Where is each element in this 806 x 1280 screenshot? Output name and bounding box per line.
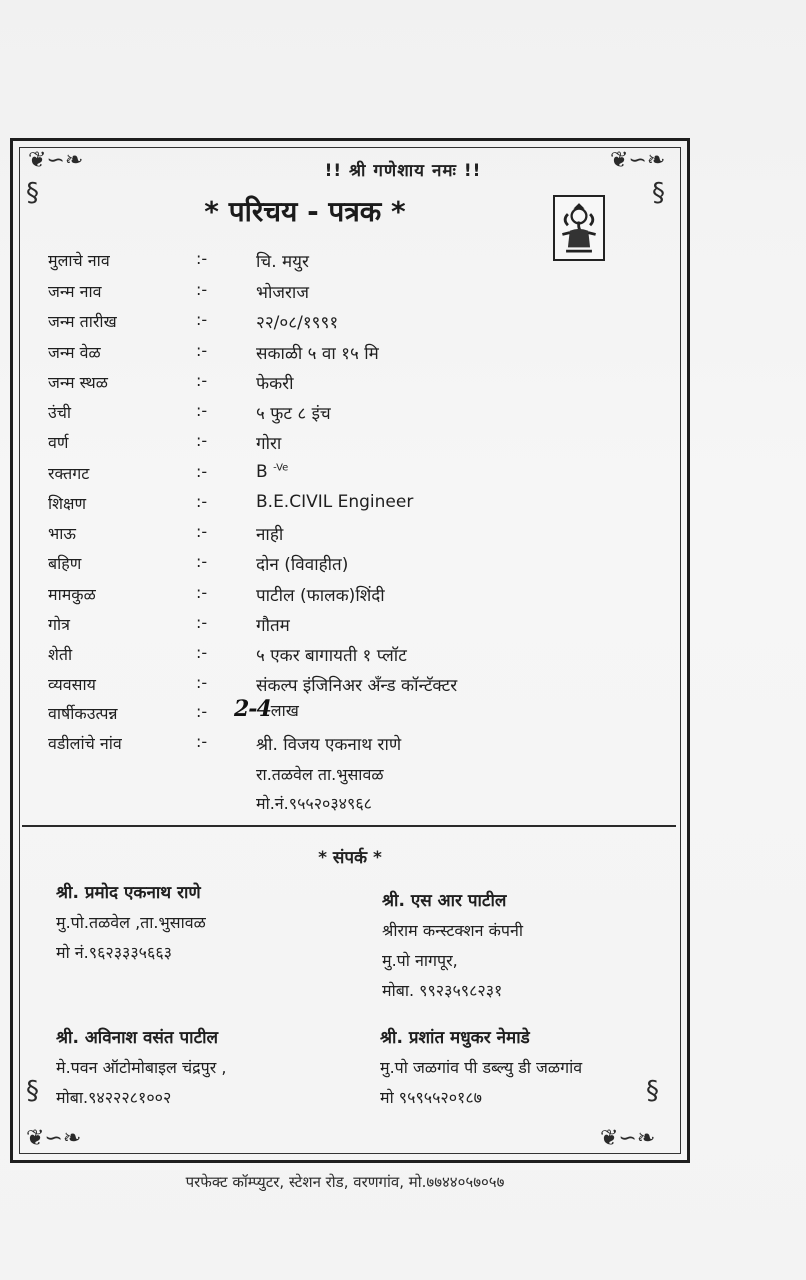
bio-separator: :-	[196, 280, 208, 299]
bio-separator: :-	[196, 522, 208, 541]
father-address: रा.तळवेल ता.भुसावळ	[256, 765, 384, 784]
bio-value: नाही	[256, 525, 284, 545]
contact-name: श्री. अविनाश वसंत पाटील	[56, 1028, 219, 1048]
contact-card	[382, 886, 523, 1006]
contact-name: श्री. प्रशांत मधुकर नेमाडे	[380, 1028, 530, 1048]
bio-separator: :-	[196, 613, 208, 632]
contact-phone: मोबा. ९९२३५९८२३१	[382, 981, 503, 1000]
bio-label: उंची	[48, 403, 72, 422]
bio-label: मामकुळ	[48, 585, 96, 604]
income-unit: लाख	[270, 701, 299, 720]
corner-flourish-icon: ❦∽❧	[610, 148, 666, 173]
bio-label: शेती	[48, 645, 73, 664]
bio-value: चि. मयुर	[256, 252, 309, 272]
bio-value: पाटील (फालक)शिंदी	[256, 586, 385, 606]
ganesha-figure	[555, 197, 603, 259]
bio-separator: :-	[196, 643, 208, 662]
bio-value	[234, 696, 299, 722]
section-divider	[22, 825, 676, 827]
bio-label: भाऊ	[48, 524, 76, 543]
bio-value: सकाळी ५ वा १५ मि	[256, 344, 379, 364]
bio-separator: :-	[196, 310, 208, 329]
bio-value: भोजराज	[256, 283, 309, 303]
father-mobile: मो.नं.९५५२०३४९६८	[256, 794, 372, 813]
printer-footer: परफेक्ट कॉम्प्युटर, स्टेशन रोड, वरणगांव, मो.७७४४०५७०५७	[185, 1173, 505, 1191]
contact-card	[380, 1023, 582, 1113]
bio-label: मुलाचे नाव	[48, 251, 110, 270]
side-scroll-icon: §	[26, 178, 39, 208]
bio-label: वर्ण	[48, 433, 69, 452]
side-scroll-icon: §	[26, 1076, 39, 1106]
bio-value: दोन (विवाहीत)	[256, 555, 349, 575]
bio-label: जन्म वेळ	[48, 343, 101, 362]
invocation-heading: !! श्री गणेशाय नमः !!	[324, 161, 482, 181]
contact-name: श्री. प्रमोद एकनाथ राणे	[56, 883, 201, 903]
bio-separator: :-	[196, 673, 208, 692]
bio-separator: :-	[196, 583, 208, 602]
bio-label: बहिण	[48, 554, 82, 573]
contact-address: मु.पो नागपूर,	[382, 951, 458, 970]
bio-separator: :-	[196, 462, 208, 481]
contact-address: मु.पो जळगांव पी डब्ल्यु डी जळगांव	[380, 1058, 583, 1077]
ganesha-icon	[553, 195, 605, 261]
bio-label: रक्तगट	[48, 464, 90, 483]
contact-company: मे.पवन ऑटोमोबाइल चंद्रपुर ,	[56, 1058, 227, 1077]
contact-phone: मो ९५९५५२०१८७	[380, 1088, 482, 1107]
bio-separator: :-	[196, 552, 208, 571]
bio-label: वार्षीकउत्पन्न	[48, 704, 118, 723]
contact-card	[56, 878, 206, 968]
corner-flourish-icon: ❦∽❧	[600, 1126, 656, 1151]
bio-value: श्री. विजय एकनाथ राणे	[256, 735, 402, 755]
bio-value: फेकरी	[256, 374, 294, 394]
bio-value: संकल्प इंजिनिअर अँन्ड कॉन्टॅक्टर	[256, 676, 458, 696]
blood-group-sign: -Ve	[273, 462, 289, 474]
contact-name: श्री. एस आर पाटील	[382, 891, 507, 911]
bio-label: जन्म नाव	[48, 282, 102, 301]
handwritten-income: 2-4	[234, 696, 271, 722]
bio-separator: :-	[196, 732, 208, 751]
bio-value: ५ एकर बागायती १ प्लॉट	[256, 646, 407, 666]
bio-label: जन्म तारीख	[48, 312, 117, 331]
bio-value: गौतम	[256, 616, 290, 636]
document-title: * परिचय - पत्रक *	[204, 195, 406, 228]
bio-value: २२/०८/१९९१	[256, 313, 339, 333]
contact-phone: मोबा.९४२२२८१००२	[56, 1088, 172, 1107]
contact-heading: * संपर्क *	[318, 848, 382, 868]
contact-phone: मो नं.९६२३३३५६६३	[56, 943, 172, 962]
bio-label: व्यवसाय	[48, 675, 96, 694]
bio-label: शिक्षण	[48, 494, 87, 513]
bio-separator: :-	[196, 249, 208, 268]
contact-card	[56, 1023, 226, 1113]
bio-value	[256, 462, 288, 482]
bio-value: B.E.CIVIL Engineer	[256, 492, 414, 512]
side-scroll-icon: §	[646, 1076, 659, 1106]
corner-flourish-icon: ❦∽❧	[26, 1126, 82, 1151]
bio-label: वडीलांचे नांव	[48, 734, 122, 753]
bio-separator: :-	[196, 341, 208, 360]
contact-company: श्रीराम कन्स्टक्शन कंपनी	[382, 921, 523, 940]
bio-separator: :-	[196, 492, 208, 511]
bio-value: ५ फुट ८ इंच	[256, 404, 331, 424]
bio-label: गोत्र	[48, 615, 70, 634]
bio-separator: :-	[196, 371, 208, 390]
corner-flourish-icon: ❦∽❧	[28, 148, 84, 173]
side-scroll-icon: §	[652, 178, 665, 208]
bio-separator: :-	[196, 702, 208, 721]
bio-label: जन्म स्थळ	[48, 373, 108, 392]
bio-separator: :-	[196, 401, 208, 420]
contact-address: मु.पो.तळवेल ,ता.भुसावळ	[56, 913, 206, 932]
bio-separator: :-	[196, 431, 208, 450]
blood-group-letter: B	[256, 462, 268, 482]
bio-value: गोरा	[256, 434, 282, 454]
